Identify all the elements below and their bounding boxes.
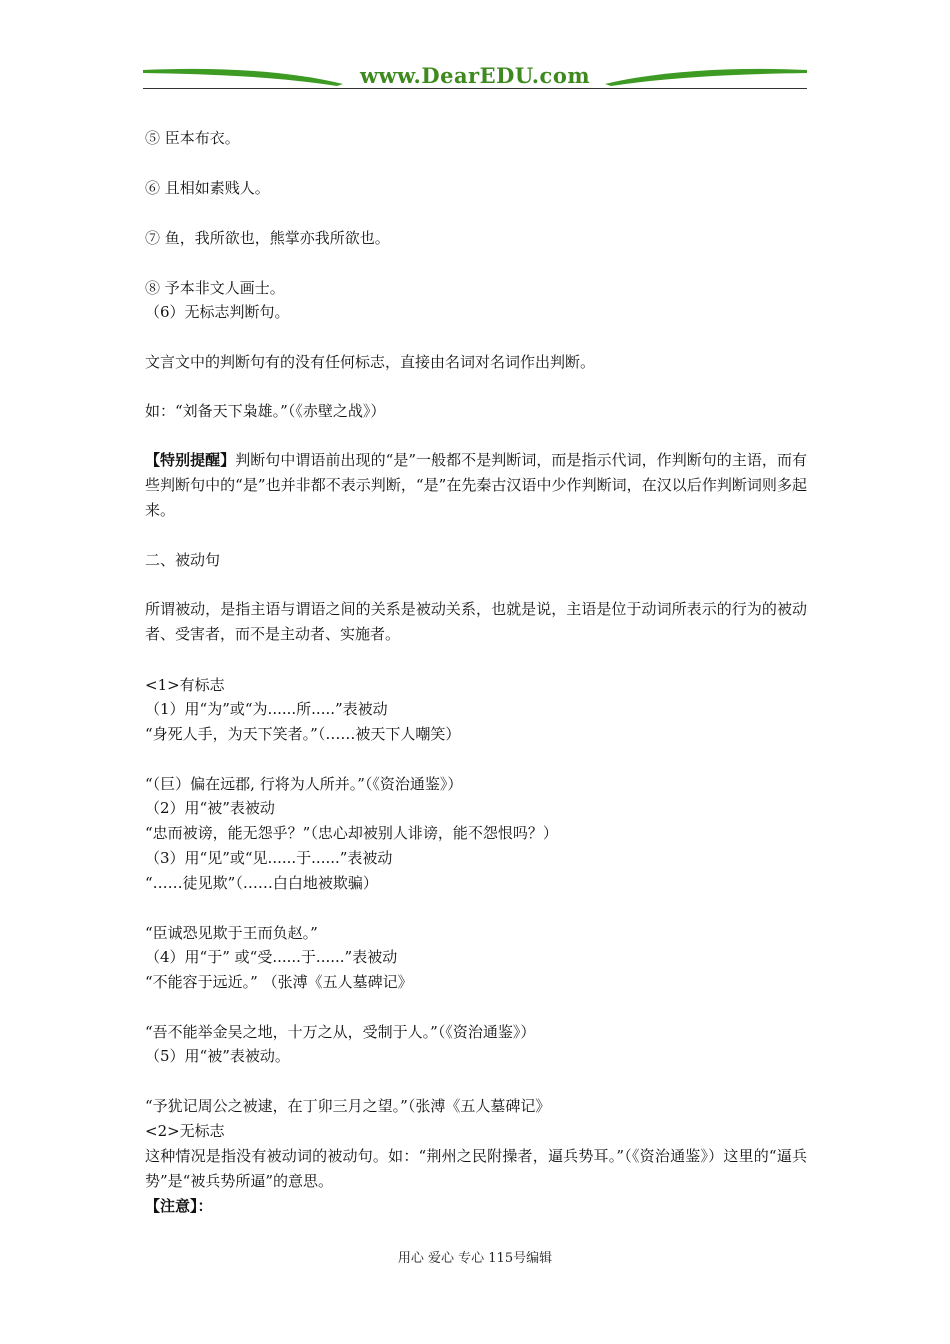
note-label: 【注意】： xyxy=(145,1197,213,1215)
site-logo[interactable]: www.DearEDU.com xyxy=(359,63,591,88)
text-line: ⑥ 且相如素贱人。 xyxy=(145,179,270,197)
text-line: “身死人手，为天下笑者。”（……被天下人嘲笑） xyxy=(145,725,461,743)
text-line: “予犹记周公之被逮，在丁卯三月之望。”（张溥《五人墓碑记》 xyxy=(145,1097,551,1115)
text-line: （5）用“被”表被动。 xyxy=(145,1047,290,1065)
no-mark-paragraph: 这种情况是指没有被动词的被动句。如：“荆州之民附操者，逼兵势耳。”（《资治通鉴》）这里的“逼兵势”是“被兵势所逼”的意思。 xyxy=(145,1147,807,1190)
text-line: （2）用“被”表被动 xyxy=(145,799,275,817)
tip-paragraph xyxy=(145,448,807,523)
definition-paragraph: 所谓被动，是指主语与谓语之间的关系是被动关系，也就是说，主语是位于动词所表示的行为的被动者、受害者，而不是主动者、实施者。 xyxy=(145,600,807,643)
text-line: ⑤ 臣本布衣。 xyxy=(145,129,240,147)
text-line: （3）用“见”或“见......于......”表被动 xyxy=(145,849,393,867)
text-line: “吾不能举金吴之地，十万之从，受制于人。”（《资治通鉴》） xyxy=(145,1023,536,1041)
header-rule xyxy=(143,88,807,89)
text-line: “（巨）偏在远郡, 行将为人所并。”（《资治通鉴》） xyxy=(145,775,463,793)
text-line: （4）用“于” 或“受......于......”表被动 xyxy=(145,948,398,966)
text-line: “……徒见欺”（……白白地被欺骗） xyxy=(145,874,378,892)
text-line: 文言文中的判断句有的没有任何标志，直接由名词对名词作出判断。 xyxy=(145,353,596,371)
text-line: <2>无标志 xyxy=(145,1122,225,1140)
text-line: ⑦ 鱼，我所欲也，熊掌亦我所欲也。 xyxy=(145,229,390,247)
text-line: “不能容于远近。” （张溥《五人墓碑记》 xyxy=(145,973,413,991)
section-title: 二、被动句 xyxy=(145,551,221,569)
text-line: （6）无标志判断句。 xyxy=(145,303,290,321)
tip-text: 判断句中谓语前出现的“是”一般都不是判断词，而是指示代词，作判断句的主语，而有些判断句中的“是”也并非都不表示判断，“是”在先秦古汉语中少作判断词，在汉以后作判断词则多起来。 xyxy=(145,451,807,519)
text-line: <1>有标志 xyxy=(145,676,225,694)
text-line: 如：“刘备天下枭雄。”（《赤壁之战》） xyxy=(145,402,386,420)
text-line: ⑧ 予本非文人画士。 xyxy=(145,279,285,297)
page-footer: 用心 爱心 专心 115号编辑 xyxy=(397,1251,553,1266)
page-header xyxy=(143,62,807,92)
text-line: “忠而被谤，能无怨乎？”（忠心却被别人诽谤，能不怨恨吗？） xyxy=(145,824,558,842)
tip-label: 【特别提醒】 xyxy=(145,451,236,469)
text-line: “臣诚恐见欺于王而负赵。” xyxy=(145,924,318,942)
text-line: （1）用“为”或“为......所.....”表被动 xyxy=(145,700,388,718)
